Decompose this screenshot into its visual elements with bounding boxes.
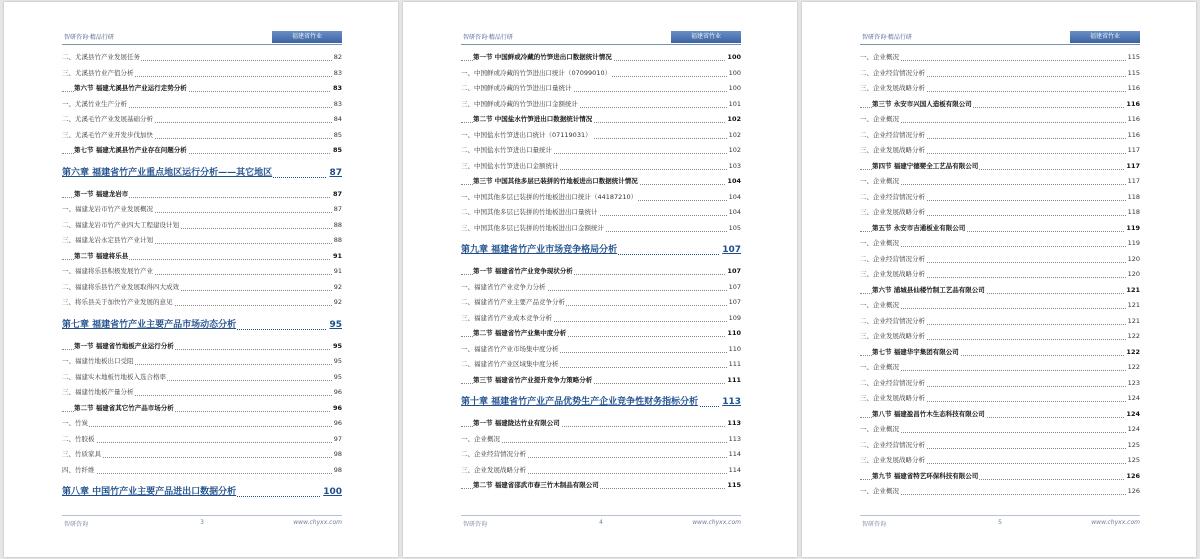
- toc-entry-page: 87: [332, 202, 342, 218]
- toc-entry-title: 三、企业发展战略分析: [860, 453, 926, 469]
- toc-entry-page: 115: [1126, 66, 1140, 82]
- toc-item[interactable]: [860, 143, 1140, 159]
- toc-entry-title: 二、企业经营情况分析: [860, 438, 926, 454]
- toc-entry-title: 第一节 福建陇达竹业有限公司: [473, 416, 561, 432]
- header-logo: 智研咨询·精品行研: [463, 34, 513, 41]
- toc-entry-page: 110: [725, 326, 741, 342]
- toc-entry-title: 一、中国其他多层已装拼的竹地板进出口统计（44187210）: [461, 190, 638, 206]
- toc-entry-title: 三、企业发展战略分析: [860, 81, 926, 97]
- page-footer: [461, 515, 741, 528]
- toc-entry-title: 第五节 永安市吉通板业有限公司: [872, 221, 966, 237]
- dot-leader: [860, 122, 1140, 123]
- toc-entry-title: 一、中国鲜或冷藏的竹笋进出口统计（07099010）: [461, 66, 612, 82]
- toc-entry-title: 一、企业概况: [860, 174, 900, 190]
- toc-entry-page: 121: [1124, 283, 1140, 299]
- toc-item[interactable]: [461, 81, 741, 97]
- toc-entry-page: 107: [727, 295, 741, 311]
- toc-entry-page: 82: [332, 50, 342, 66]
- footer-logo: 智研咨询: [64, 521, 89, 528]
- toc-entry-title: 二、企业经营情况分析: [860, 190, 926, 206]
- toc-item[interactable]: [860, 422, 1140, 438]
- toc-entry-page: 102: [725, 112, 741, 128]
- toc-entry-page: 126: [1124, 469, 1140, 485]
- toc-section[interactable]: [461, 326, 741, 342]
- toc-entry-page: 110: [727, 342, 741, 358]
- toc-entry-page: 114: [727, 463, 741, 479]
- table-of-contents: [62, 50, 342, 506]
- toc-item[interactable]: [860, 453, 1140, 469]
- toc-entry-page: 105: [727, 221, 741, 237]
- toc-entry-title: 第一节 中国鲜或冷藏的竹笋进出口数据统计情况: [473, 50, 613, 66]
- footer-logo: 智研咨询: [862, 521, 887, 528]
- toc-entry-title: 一、中国盐水竹笋进出口统计（07119031）: [461, 128, 593, 144]
- toc-entry-page: 124: [1126, 391, 1140, 407]
- toc-entry-page: 100: [727, 66, 741, 82]
- toc-entry-page: 92: [332, 295, 342, 311]
- toc-item[interactable]: [62, 202, 342, 218]
- toc-item[interactable]: [461, 190, 741, 206]
- toc-item[interactable]: [860, 314, 1140, 330]
- toc-entry-title: 二、福建龙岩市竹产业四大工程建设计划: [62, 218, 180, 234]
- page-number: 5: [998, 519, 1002, 526]
- toc-entry-title: 第六节 浦城县仙楼竹制工艺品有限公司: [872, 283, 986, 299]
- toc-entry-page: 95: [332, 370, 342, 386]
- toc-entry-title: 第二节 中国盐水竹笋进出口数据统计情况: [473, 112, 593, 128]
- page-footer: [860, 515, 1140, 528]
- toc-entry-title: 二、中国盐水竹笋进出口量统计: [461, 143, 553, 159]
- toc-item[interactable]: [62, 463, 342, 479]
- toc-item[interactable]: [461, 66, 741, 82]
- toc-entry-title: 第一节 福建龙岩市: [74, 187, 129, 203]
- toc-entry-page: 95: [331, 339, 342, 355]
- dot-leader: [62, 442, 342, 443]
- toc-entry-page: 91: [331, 249, 342, 265]
- toc-entry-title: 一、企业概况: [860, 298, 900, 314]
- toc-entry-title: 二、企业经营情况分析: [461, 447, 527, 463]
- toc-entry-title: 第七章 福建省竹产业主要产品市场动态分析: [62, 315, 237, 335]
- toc-entry-page: 111: [725, 373, 741, 389]
- footer-logo: 智研咨询: [463, 521, 488, 528]
- toc-section[interactable]: [860, 97, 1140, 113]
- toc-entry-title: 第三节 中国其他多层已装拼的竹地板进出口数据统计情况: [473, 174, 639, 190]
- toc-item[interactable]: [860, 329, 1140, 345]
- document-page-5: [802, 2, 1196, 557]
- toc-entry-page: 83: [332, 66, 342, 82]
- document-page-4: [403, 2, 797, 557]
- toc-item[interactable]: [461, 221, 741, 237]
- page-header: [860, 31, 1140, 45]
- toc-section[interactable]: [860, 407, 1140, 423]
- toc-entry-page: 100: [727, 81, 741, 97]
- toc-entry-page: 123: [1126, 376, 1140, 392]
- toc-entry-page: 124: [1124, 407, 1140, 423]
- dot-leader: [860, 432, 1140, 433]
- toc-entry-title: 第九章 福建省竹产业市场竞争格局分析: [461, 240, 618, 260]
- toc-entry-title: 三、中国其他多层已装拼的竹地板进出口金额统计: [461, 221, 605, 237]
- toc-entry-page: 88: [332, 233, 342, 249]
- toc-entry-title: 一、企业概况: [860, 50, 900, 66]
- toc-item[interactable]: [860, 50, 1140, 66]
- toc-entry-title: 三、福建省竹产业成本竞争分析: [461, 311, 553, 327]
- dot-leader: [62, 457, 342, 458]
- toc-chapter[interactable]: [461, 392, 741, 412]
- page-number: 3: [200, 519, 204, 526]
- toc-entry-title: 三、企业发展战略分析: [860, 267, 926, 283]
- toc-entry-page: 114: [727, 447, 741, 463]
- toc-item[interactable]: [461, 432, 741, 448]
- toc-section[interactable]: [461, 264, 741, 280]
- toc-entry-page: 83: [331, 81, 342, 97]
- toc-entry-page: 119: [1126, 236, 1140, 252]
- toc-entry-title: 二、福建省竹产业主要产品竞争分析: [461, 295, 566, 311]
- header-logo: 智研咨询·精品行研: [64, 34, 114, 41]
- toc-item[interactable]: [62, 218, 342, 234]
- toc-entry-page: 87: [331, 187, 342, 203]
- toc-entry-title: 第二节 福建将乐县: [74, 249, 129, 265]
- toc-entry-page: 104: [725, 174, 741, 190]
- toc-item[interactable]: [62, 97, 342, 113]
- toc-item[interactable]: [860, 438, 1140, 454]
- toc-item[interactable]: [860, 205, 1140, 221]
- toc-entry-page: 117: [1124, 159, 1140, 175]
- toc-entry-page: 109: [727, 311, 741, 327]
- toc-entry-title: 三、企业发展战略分析: [860, 205, 926, 221]
- toc-entry-title: 三、竹质家具: [62, 447, 102, 463]
- toc-entry-page: 92: [332, 280, 342, 296]
- toc-entry-title: 第六章 福建省竹产业重点地区运行分析——其它地区: [62, 163, 273, 183]
- toc-entry-page: 107: [727, 280, 741, 296]
- toc-section[interactable]: [461, 174, 741, 190]
- toc-section[interactable]: [860, 221, 1140, 237]
- toc-item[interactable]: [62, 50, 342, 66]
- toc-entry-page: 117: [1126, 174, 1140, 190]
- toc-entry-title: 一、企业概况: [860, 112, 900, 128]
- table-of-contents: [461, 50, 741, 494]
- toc-chapter[interactable]: [62, 163, 342, 183]
- toc-entry-page: 96: [332, 385, 342, 401]
- toc-item[interactable]: [860, 484, 1140, 500]
- toc-entry-page: 96: [331, 401, 342, 417]
- toc-entry-title: 第六节 福建尤溪县竹产业运行走势分析: [74, 81, 188, 97]
- toc-section[interactable]: [461, 373, 741, 389]
- toc-entry-title: 三、将乐县关于加快竹产业发展的意见: [62, 295, 174, 311]
- toc-entry-page: 111: [727, 357, 741, 373]
- toc-entry-title: 一、福建竹地板出口受阻: [62, 354, 135, 370]
- document-page-3: [4, 2, 398, 557]
- header-tag: 福建省竹业: [1070, 31, 1140, 43]
- toc-entry-page: 104: [727, 205, 741, 221]
- toc-entry-title: 一、福建省竹产业市场集中度分析: [461, 342, 560, 358]
- toc-item[interactable]: [62, 416, 342, 432]
- toc-entry-page: 84: [332, 112, 342, 128]
- dot-leader: [860, 184, 1140, 185]
- toc-item[interactable]: [62, 385, 342, 401]
- toc-entry-page: 98: [332, 447, 342, 463]
- toc-entry-page: 122: [1126, 360, 1140, 376]
- header-tag: 福建省竹业: [671, 31, 741, 43]
- toc-item[interactable]: [860, 174, 1140, 190]
- toc-entry-page: 95: [327, 315, 342, 335]
- toc-entry-page: 121: [1126, 314, 1140, 330]
- toc-entry-page: 91: [332, 264, 342, 280]
- toc-item[interactable]: [860, 298, 1140, 314]
- toc-entry-page: 96: [332, 416, 342, 432]
- page-header: [461, 31, 741, 45]
- toc-entry-title: 一、企业概况: [461, 432, 501, 448]
- toc-item[interactable]: [461, 143, 741, 159]
- toc-entry-page: 117: [1126, 143, 1140, 159]
- toc-entry-title: 第十章 福建省竹产业产品优势生产企业竞争性财务指标分析: [461, 392, 699, 412]
- toc-item[interactable]: [860, 190, 1140, 206]
- toc-item[interactable]: [860, 112, 1140, 128]
- toc-entry-title: 三、企业发展战略分析: [461, 463, 527, 479]
- toc-entry-page: 85: [331, 143, 342, 159]
- toc-item[interactable]: [62, 432, 342, 448]
- toc-section[interactable]: [62, 401, 342, 417]
- toc-entry-title: 二、福建省竹产业区域集中度分析: [461, 357, 560, 373]
- toc-item[interactable]: [860, 66, 1140, 82]
- toc-entry-title: 二、企业经营情况分析: [860, 128, 926, 144]
- toc-section[interactable]: [62, 249, 342, 265]
- toc-entry-title: 一、福建将乐县积极发展竹产业: [62, 264, 154, 280]
- toc-entry-page: 118: [1126, 190, 1140, 206]
- toc-item[interactable]: [461, 311, 741, 327]
- toc-item[interactable]: [461, 342, 741, 358]
- toc-entry-title: 二、企业经营情况分析: [860, 376, 926, 392]
- dot-leader: [461, 442, 741, 443]
- toc-entry-title: 三、尤溪县竹业产值分析: [62, 66, 135, 82]
- toc-section[interactable]: [62, 339, 342, 355]
- toc-entry-page: 115: [1126, 50, 1140, 66]
- toc-item[interactable]: [62, 66, 342, 82]
- toc-entry-title: 一、企业概况: [860, 360, 900, 376]
- footer-url: www.chyxx.com: [1091, 519, 1140, 526]
- toc-item[interactable]: [461, 295, 741, 311]
- toc-item[interactable]: [461, 159, 741, 175]
- toc-entry-title: 二、尤溪县竹产业发展任务: [62, 50, 141, 66]
- toc-item[interactable]: [860, 236, 1140, 252]
- toc-entry-page: 83: [332, 97, 342, 113]
- dot-leader: [860, 246, 1140, 247]
- toc-entry-page: 120: [1126, 252, 1140, 268]
- toc-entry-page: 101: [727, 97, 741, 113]
- toc-section[interactable]: [461, 112, 741, 128]
- toc-entry-page: 116: [1124, 97, 1140, 113]
- toc-entry-title: 第七节 福建华宇集团有限公司: [872, 345, 960, 361]
- dot-leader: [62, 426, 342, 427]
- toc-item[interactable]: [62, 370, 342, 386]
- toc-item[interactable]: [461, 97, 741, 113]
- toc-section[interactable]: [860, 283, 1140, 299]
- toc-section[interactable]: [62, 81, 342, 97]
- toc-entry-page: 97: [332, 432, 342, 448]
- toc-item[interactable]: [860, 267, 1140, 283]
- toc-item[interactable]: [62, 295, 342, 311]
- toc-entry-title: 第二节 福建省邵武市春三竹木制品有限公司: [473, 478, 600, 494]
- toc-entry-title: 二、中国其他多层已装拼的竹地板进出口量统计: [461, 205, 599, 221]
- header-tag: 福建省竹业: [272, 31, 342, 43]
- toc-entry-page: 103: [727, 159, 741, 175]
- toc-item[interactable]: [62, 233, 342, 249]
- toc-item[interactable]: [62, 354, 342, 370]
- toc-entry-page: 102: [727, 128, 741, 144]
- page-number: 4: [599, 519, 603, 526]
- toc-item[interactable]: [62, 128, 342, 144]
- toc-entry-page: 126: [1126, 484, 1140, 500]
- toc-entry-title: 二、企业经营情况分析: [860, 314, 926, 330]
- footer-url: www.chyxx.com: [293, 519, 342, 526]
- toc-entry-title: 二、尤溪毛竹产业发展基础分析: [62, 112, 154, 128]
- dot-leader: [860, 370, 1140, 371]
- toc-entry-page: 118: [1126, 205, 1140, 221]
- toc-item[interactable]: [461, 205, 741, 221]
- toc-entry-title: 第八节 福建盈昌竹木生态科技有限公司: [872, 407, 986, 423]
- toc-entry-title: 三、福建竹地板产量分析: [62, 385, 135, 401]
- toc-item[interactable]: [62, 280, 342, 296]
- toc-entry-title: 第一节 福建省竹地板产业运行分析: [74, 339, 175, 355]
- toc-entry-page: 88: [332, 218, 342, 234]
- toc-entry-title: 第二节 福建省竹产业集中度分析: [473, 326, 567, 342]
- toc-item[interactable]: [461, 280, 741, 296]
- toc-entry-title: 三、企业发展战略分析: [860, 329, 926, 345]
- toc-entry-page: 104: [727, 190, 741, 206]
- toc-item[interactable]: [62, 447, 342, 463]
- toc-entry-page: 124: [1126, 422, 1140, 438]
- page-header: [62, 31, 342, 45]
- toc-entry-title: 一、企业概况: [860, 236, 900, 252]
- toc-entry-page: 102: [727, 143, 741, 159]
- toc-entry-title: 一、竹炭: [62, 416, 89, 432]
- toc-chapter[interactable]: [62, 482, 342, 502]
- toc-entry-title: 第九节 福建省特艺环保科技有限公司: [872, 469, 979, 485]
- toc-item[interactable]: [860, 128, 1140, 144]
- toc-section[interactable]: [461, 50, 741, 66]
- toc-entry-title: 三、中国盐水竹笋进出口金额统计: [461, 159, 560, 175]
- toc-item[interactable]: [62, 112, 342, 128]
- toc-entry-title: 二、福建将乐县竹产业发展取得四大成效: [62, 280, 180, 296]
- dot-leader: [860, 60, 1140, 61]
- toc-entry-page: 115: [725, 478, 741, 494]
- toc-entry-page: 87: [327, 163, 342, 183]
- toc-entry-page: 125: [1126, 438, 1140, 454]
- toc-section[interactable]: [461, 416, 741, 432]
- dot-leader: [860, 308, 1140, 309]
- toc-item[interactable]: [461, 357, 741, 373]
- toc-section[interactable]: [860, 469, 1140, 485]
- toc-item[interactable]: [860, 252, 1140, 268]
- toc-entry-page: 120: [1126, 267, 1140, 283]
- toc-entry-title: 第四节 福建宁德婴全工艺品有限公司: [872, 159, 979, 175]
- toc-item[interactable]: [62, 264, 342, 280]
- toc-entry-title: 二、竹胶板: [62, 432, 96, 448]
- toc-entry-title: 三、中国鲜或冷藏的竹笋进出口金额统计: [461, 97, 579, 113]
- footer-url: www.chyxx.com: [692, 519, 741, 526]
- toc-item[interactable]: [860, 391, 1140, 407]
- toc-entry-title: 第二节 福建省其它竹产品市场分析: [74, 401, 175, 417]
- toc-entry-title: 一、企业概况: [860, 422, 900, 438]
- toc-section[interactable]: [461, 478, 741, 494]
- toc-entry-page: 116: [1126, 81, 1140, 97]
- page-footer: [62, 515, 342, 528]
- toc-entry-page: 116: [1126, 112, 1140, 128]
- toc-entry-page: 116: [1126, 128, 1140, 144]
- toc-entry-title: 一、福建龙岩市竹产业发展概况: [62, 202, 154, 218]
- toc-section[interactable]: [860, 159, 1140, 175]
- toc-chapter[interactable]: [62, 315, 342, 335]
- toc-entry-title: 一、尤溪竹业生产分析: [62, 97, 128, 113]
- toc-item[interactable]: [461, 463, 741, 479]
- toc-entry-page: 113: [720, 392, 741, 412]
- toc-entry-title: 四、竹纤维: [62, 463, 96, 479]
- toc-item[interactable]: [461, 128, 741, 144]
- toc-entry-title: 二、福建实木地板竹地板入选合格率: [62, 370, 167, 386]
- toc-entry-title: 第一节 福建省竹产业竞争现状分析: [473, 264, 574, 280]
- toc-entry-page: 98: [332, 463, 342, 479]
- toc-entry-title: 三、福建龙岩永定县竹产业计划: [62, 233, 154, 249]
- toc-entry-page: 119: [1124, 221, 1140, 237]
- toc-entry-page: 95: [332, 354, 342, 370]
- toc-entry-page: 85: [332, 128, 342, 144]
- toc-entry-title: 一、福建省竹产业竞争力分析: [461, 280, 547, 296]
- toc-entry-title: 一、企业概况: [860, 484, 900, 500]
- toc-entry-title: 二、中国鲜或冷藏的竹笋进出口量统计: [461, 81, 573, 97]
- toc-entry-title: 三、尤溪毛竹产业开发步伐加快: [62, 128, 154, 144]
- toc-entry-title: 第三节 福建省竹产业提升竞争力策略分析: [473, 373, 593, 389]
- table-of-contents: [860, 50, 1140, 500]
- toc-entry-title: 二、企业经营情况分析: [860, 66, 926, 82]
- toc-entry-page: 122: [1124, 345, 1140, 361]
- toc-entry-page: 121: [1126, 298, 1140, 314]
- toc-entry-page: 100: [321, 482, 342, 502]
- toc-entry-page: 122: [1126, 329, 1140, 345]
- toc-section[interactable]: [860, 345, 1140, 361]
- toc-item[interactable]: [860, 81, 1140, 97]
- toc-entry-title: 三、企业发展战略分析: [860, 143, 926, 159]
- toc-entry-title: 第七节 福建尤溪县竹产业存在问题分析: [74, 143, 188, 159]
- toc-entry-page: 113: [727, 432, 741, 448]
- toc-entry-title: 二、企业经营情况分析: [860, 252, 926, 268]
- toc-entry-title: 第三节 永安市兴国人造板有限公司: [872, 97, 973, 113]
- toc-entry-page: 113: [725, 416, 741, 432]
- toc-entry-page: 125: [1126, 453, 1140, 469]
- toc-section[interactable]: [62, 187, 342, 203]
- toc-entry-title: 第八章 中国竹产业主要产品进出口数据分析: [62, 482, 237, 502]
- header-logo: 智研咨询·精品行研: [862, 34, 912, 41]
- toc-entry-title: 三、企业发展战略分析: [860, 391, 926, 407]
- toc-entry-page: 107: [720, 240, 741, 260]
- toc-item[interactable]: [461, 447, 741, 463]
- toc-entry-page: 107: [725, 264, 741, 280]
- toc-entry-page: 100: [725, 50, 741, 66]
- toc-section[interactable]: [62, 143, 342, 159]
- toc-chapter[interactable]: [461, 240, 741, 260]
- dot-leader: [860, 494, 1140, 495]
- dot-leader: [62, 473, 342, 474]
- toc-item[interactable]: [860, 360, 1140, 376]
- toc-item[interactable]: [860, 376, 1140, 392]
